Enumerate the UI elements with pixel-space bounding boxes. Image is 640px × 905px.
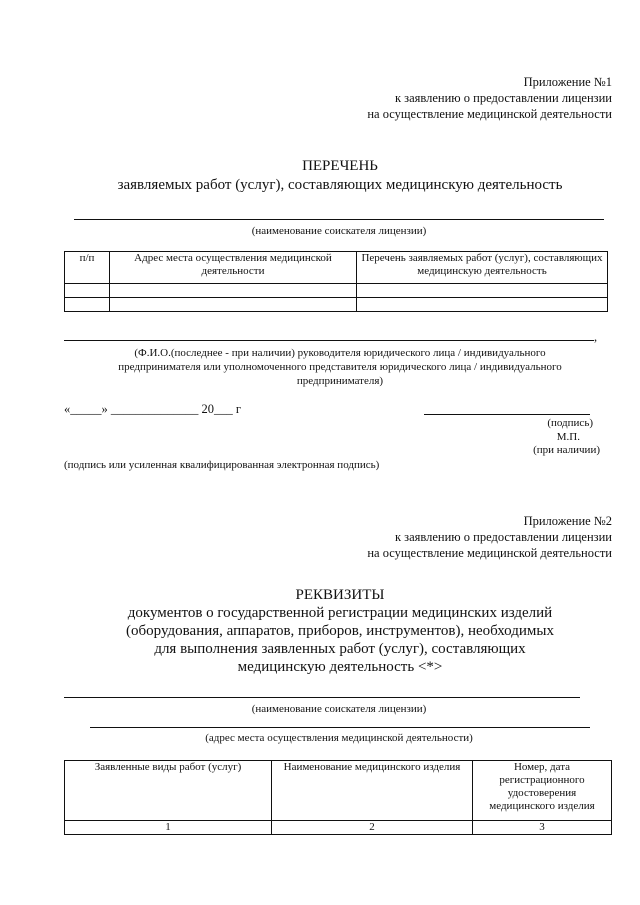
fio-line <box>64 340 594 341</box>
annex2-title-line2: к заявлению о предоставлении лицензии <box>394 530 612 544</box>
annex2-sub-line3: для выполнения заявленных работ (услуг), составляющих <box>154 641 526 657</box>
fio-caption-line1: (Ф.И.О.(последнее - при наличии) руководителя юридического лица / индивидуального <box>134 347 546 359</box>
works-list-table <box>64 251 608 312</box>
col-registration-header: Номер, дата регистрационного удостоверения медицинского изделия <box>473 761 612 821</box>
annex1-subheading: заявляемых работ (услуг), составляющих медицинскую деятельность <box>117 177 563 193</box>
devices-table <box>64 760 612 835</box>
annex2-sub-line1: документов о государственной регистрации медицинских изделий <box>127 605 553 621</box>
annex2-heading: РЕКВИЗИТЫ <box>295 587 385 603</box>
table-header-row <box>65 252 608 284</box>
applicant-name-caption: (наименование соискателя лицензии) <box>251 225 427 237</box>
date-line: «_____» ______________ 20___ г <box>64 402 242 416</box>
annex2-title-line3: на осуществление медицинской деятельности <box>367 546 612 560</box>
annex2-address-line <box>90 727 590 728</box>
table-row <box>65 298 608 312</box>
fio-comma: , <box>594 330 598 344</box>
applicant-name-line <box>74 219 604 220</box>
annex2-sub-line2: (оборудования, аппаратов, приборов, инструментов), необходимых <box>126 623 554 639</box>
annex1-heading: ПЕРЕЧЕНЬ <box>302 158 378 174</box>
table-row <box>65 821 612 835</box>
col-device-name-header: Наименование медицинского изделия <box>272 761 473 821</box>
column-number-1: 1 <box>65 821 272 835</box>
col-works-header: Перечень заявляемых работ (услуг), составляющих медицинскую деятельность <box>357 252 608 284</box>
annex1-title-line1: Приложение №1 <box>523 75 612 89</box>
annex2-title-line1: Приложение №2 <box>523 514 612 528</box>
table-row <box>65 284 608 298</box>
signature-caption: (подпись) <box>547 417 593 429</box>
fio-caption-line3: предпринимателя) <box>296 375 384 387</box>
annex2-sub-line4: медицинскую деятельность <*> <box>237 659 443 675</box>
col-works-kind-header: Заявленные виды работ (услуг) <box>65 761 272 821</box>
stamp-label: М.П. <box>556 431 580 443</box>
column-number-3: 3 <box>473 821 612 835</box>
annex2-applicant-caption: (наименование соискателя лицензии) <box>251 703 427 715</box>
col-number-header: п/п <box>65 252 110 284</box>
column-number-2: 2 <box>272 821 473 835</box>
fio-caption <box>60 346 620 388</box>
fio-caption-line2: предпринимателя или уполномоченного представителя юридического лица / индивидуального <box>118 361 562 373</box>
annex2-title <box>292 513 612 561</box>
col-address-header: Адрес места осуществления медицинской деятельности <box>110 252 357 284</box>
signature-line <box>424 414 590 415</box>
annex1-title-line2: к заявлению о предоставлении лицензии <box>394 91 612 105</box>
stamp-note: (при наличии) <box>533 444 600 456</box>
annex1-title-line3: на осуществление медицинской деятельности <box>367 107 612 121</box>
annex1-title <box>292 74 612 122</box>
signature-note: (подпись или усиленная квалифицированная электронная подпись) <box>64 459 380 471</box>
annex2-address-caption: (адрес места осуществления медицинской деятельности) <box>205 732 473 744</box>
annex2-applicant-line <box>64 697 580 698</box>
table-header-row <box>65 761 612 821</box>
annex2-subheading <box>0 604 640 676</box>
